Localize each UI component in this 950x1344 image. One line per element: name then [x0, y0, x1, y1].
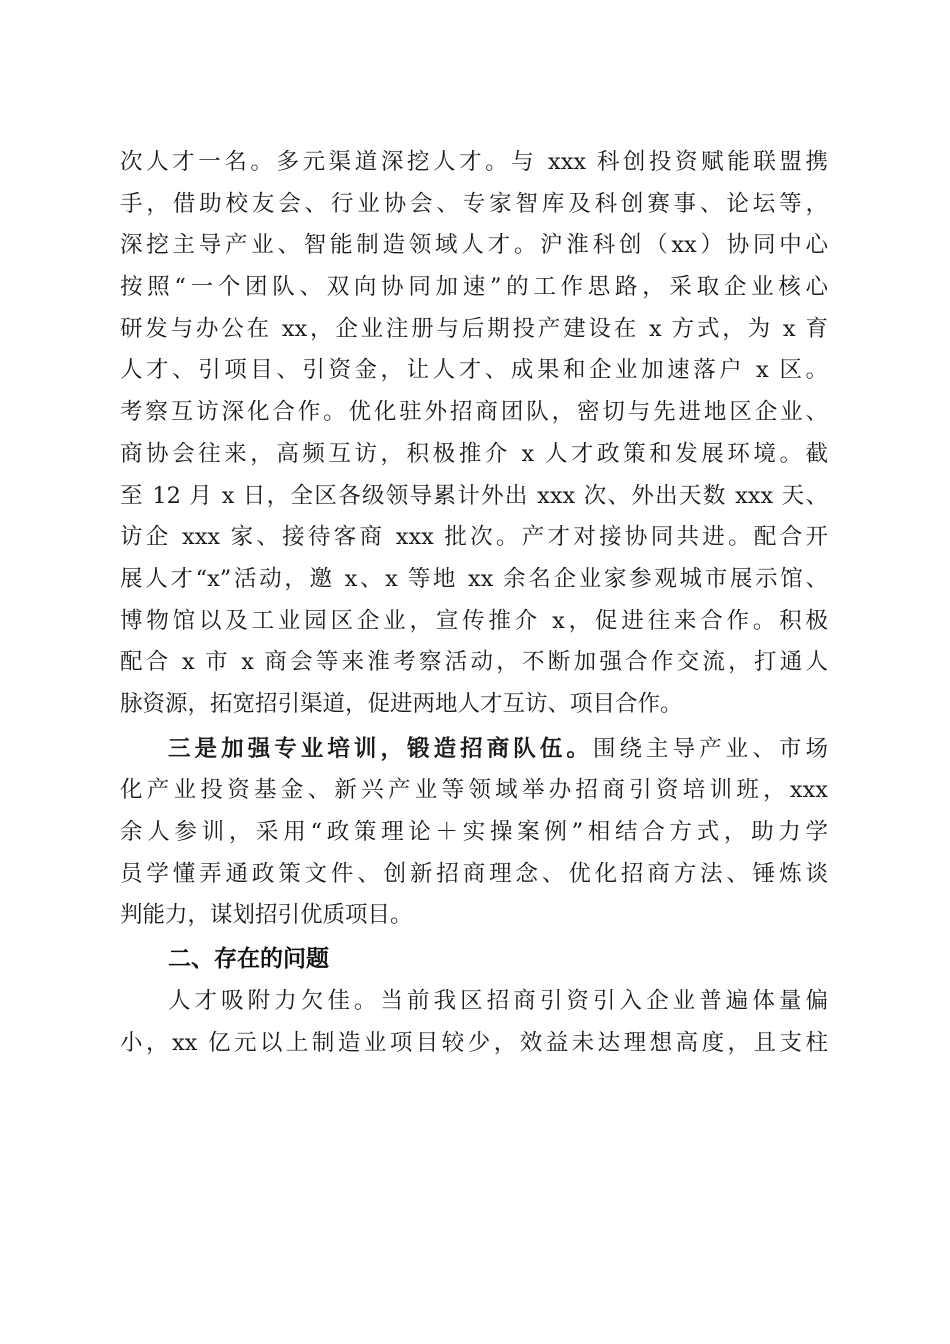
paragraph-professional-training	[120, 729, 828, 937]
text-line: 研发与办公在 xx，企业注册与后期投产建设在 x 方式，为 x 育	[120, 315, 828, 342]
text-line: 按照“一个团队、双向协同加速”的工作思路，采取企业核心	[120, 274, 828, 301]
text-line: 配合 x 市 x 商会等来淮考察活动，不断加强合作交流，打通人	[120, 649, 828, 676]
section-heading: 二、存在的问题	[168, 946, 329, 973]
text-line: 化产业投资基金、新兴产业等领域举办招商引资培训班，xxx	[120, 777, 828, 804]
text-line: 博物馆以及工业园区企业，宣传推介 x，促进往来合作。积极	[120, 607, 828, 634]
text-line: 手，借助校友会、行业协会、专家智库及科创赛事、论坛等，	[120, 190, 828, 217]
text-line: 商协会往来，高频互访，积极推介 x 人才政策和发展环境。截	[120, 440, 828, 467]
text-line: 余人参训，采用“政策理论＋实操案例”相结合方式，助力学	[120, 819, 828, 845]
text-line: 脉资源，拓宽招引渠道，促进两地人才互访、项目合作。	[120, 690, 683, 717]
paragraph-lead-sentence: 三是加强专业培训，锻造招商队伍。	[168, 735, 593, 762]
paragraph-existing-problems	[120, 981, 828, 1064]
text-line-first	[120, 729, 828, 771]
text-line: 访企 xxx 家、接待客商 xxx 批次。产才对接协同共进。配合开	[120, 524, 828, 551]
text-line: 人才、引项目、引资金，让人才、成果和企业加速落户 x 区。	[120, 357, 828, 384]
paragraph-talent-channels	[120, 142, 828, 726]
text-line: 判能力，谋划招引优质项目。	[120, 902, 413, 929]
text-line: 小，xx 亿元以上制造业项目较少，效益未达理想高度，且支柱	[120, 1029, 828, 1056]
document-page	[120, 142, 828, 1064]
text-line: 员学懂弄通政策文件、创新招商理念、优化招商方法、锤炼谈	[120, 860, 828, 887]
text-line: 深挖主导产业、智能制造领域人才。沪淮科创（xx）协同中心	[120, 232, 828, 259]
text-line: 至 12 月 x 日，全区各级领导累计外出 xxx 次、外出天数 xxx 天、	[120, 482, 828, 509]
text-line: 考察互访深化合作。优化驻外招商团队，密切与先进地区企业、	[120, 399, 828, 426]
text-line: 次人才一名。多元渠道深挖人才。与 xxx 科创投资赋能联盟携	[120, 149, 828, 175]
text-line-first: 人才吸附力欠佳。当前我区招商引资引入企业普遍体量偏	[168, 988, 828, 1015]
text-span: 围绕主导产业、市场	[592, 735, 828, 762]
text-line: 展人才“x”活动，邀 x、x 等地 xx 余名企业家参观城市展示馆、	[120, 565, 828, 592]
